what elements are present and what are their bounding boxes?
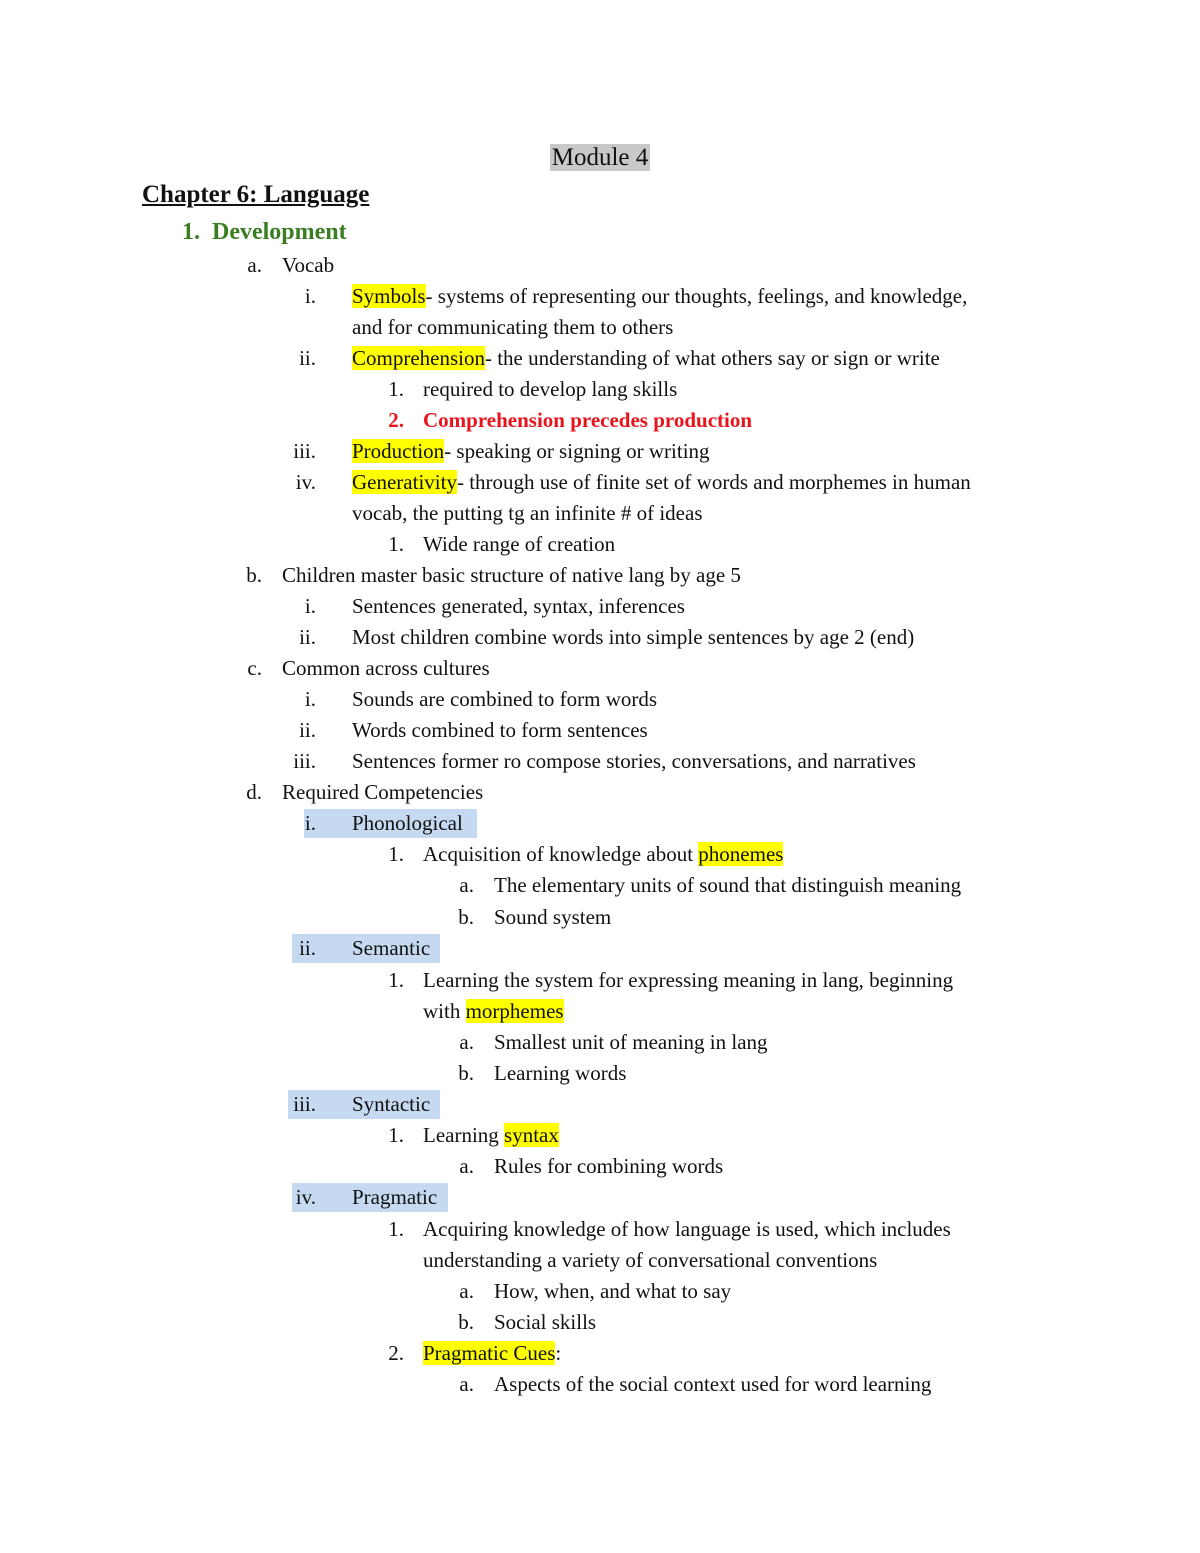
list-item: The elementary units of sound that distinguish meaning	[494, 873, 962, 897]
definition-text: - systems of representing our thoughts, feelings, and knowledge,	[425, 284, 968, 308]
list-marker: 1.	[388, 842, 404, 866]
list-marker: b.	[458, 905, 474, 929]
list-item: Sounds are combined to form words	[352, 687, 658, 711]
list-marker: iii.	[293, 749, 316, 773]
competency-heading: Semantic	[352, 936, 431, 960]
list-marker: i.	[304, 687, 316, 711]
list-item	[352, 436, 710, 467]
list-marker: 1.	[388, 532, 404, 556]
list-marker: iii.	[293, 1092, 316, 1116]
list-item-continuation	[423, 996, 564, 1027]
section-marker: 1.	[182, 219, 200, 245]
list-item: Learning the system for expressing meaning in lang, beginning	[423, 968, 954, 992]
definition-text: - the understanding of what others say or sign or write	[484, 346, 940, 370]
list-item: Social skills	[494, 1310, 597, 1334]
list-item: Children master basic structure of native lang by age 5	[282, 563, 741, 587]
list-marker: b.	[458, 1061, 474, 1085]
section-heading: Development	[212, 219, 347, 245]
item-text: :	[555, 1341, 562, 1365]
highlighted-term: syntax	[504, 1123, 559, 1147]
list-marker: b.	[246, 563, 262, 587]
list-item	[423, 1338, 561, 1369]
list-marker: 2.	[388, 408, 404, 432]
list-item: required to develop lang skills	[423, 377, 678, 401]
list-marker: 1.	[388, 1123, 404, 1147]
list-marker: a.	[459, 873, 474, 897]
list-marker: i.	[304, 811, 316, 835]
list-item-continuation: understanding a variety of conversational conventions	[423, 1248, 878, 1272]
list-item: Wide range of creation	[423, 532, 616, 556]
item-text: Learning	[423, 1123, 505, 1147]
definition-text: - speaking or signing or writing	[444, 439, 710, 463]
list-item: Words combined to form sentences	[352, 718, 648, 742]
list-item: Sound system	[494, 905, 612, 929]
list-marker: b.	[458, 1310, 474, 1334]
page-title	[0, 141, 1200, 175]
list-item	[352, 467, 971, 498]
highlighted-term: Pragmatic Cues	[423, 1341, 556, 1365]
list-marker: ii.	[299, 625, 316, 649]
list-item: Acquiring knowledge of how language is used, which includes	[423, 1217, 951, 1241]
list-marker: d.	[246, 780, 262, 804]
list-marker: ii.	[299, 346, 316, 370]
list-item: Learning words	[494, 1061, 627, 1085]
highlighted-term: Generativity	[352, 470, 457, 494]
list-marker: iii.	[293, 439, 316, 463]
list-item: Smallest unit of meaning in lang	[494, 1030, 768, 1054]
list-item-continuation: vocab, the putting tg an infinite # of ideas	[352, 501, 703, 525]
list-marker: a.	[459, 1030, 474, 1054]
list-item: Common across cultures	[282, 656, 490, 680]
list-marker: 1.	[388, 377, 404, 401]
list-marker: i.	[304, 594, 316, 618]
list-marker: 2.	[388, 1341, 404, 1365]
list-marker: ii.	[299, 718, 316, 742]
list-item	[352, 281, 967, 312]
list-item: Rules for combining words	[494, 1154, 724, 1178]
list-item	[352, 343, 940, 374]
list-item: Most children combine words into simple sentences by age 2 (end)	[352, 625, 915, 649]
competency-heading: Syntactic	[352, 1092, 431, 1116]
list-item: Sentences former ro compose stories, conversations, and narratives	[352, 749, 916, 773]
list-item	[423, 1120, 559, 1151]
item-text: with	[423, 999, 466, 1023]
item-text: Acquisition of knowledge about	[423, 842, 699, 866]
list-marker: iv.	[295, 470, 316, 494]
list-item: Sentences generated, syntax, inferences	[352, 594, 685, 618]
list-marker: i.	[304, 284, 316, 308]
module-title-text: Module 4	[551, 144, 649, 171]
list-marker: iv.	[295, 1185, 316, 1209]
competency-heading: Phonological	[352, 811, 463, 835]
highlighted-term: phonemes	[698, 842, 784, 866]
highlighted-term: Symbols	[352, 284, 426, 308]
list-marker: 1.	[388, 968, 404, 992]
list-marker: a.	[459, 1154, 474, 1178]
list-marker: c.	[247, 656, 262, 680]
list-item: Vocab	[282, 253, 335, 277]
list-item: How, when, and what to say	[494, 1279, 732, 1303]
highlighted-term: morphemes	[465, 999, 564, 1023]
definition-text: - through use of finite set of words and morphemes in human	[456, 470, 971, 494]
list-item-continuation: and for communicating them to others	[352, 315, 674, 339]
highlighted-term: Production	[352, 439, 445, 463]
list-item: Aspects of the social context used for word learning	[494, 1372, 932, 1396]
competency-heading: Pragmatic	[352, 1185, 438, 1209]
list-marker: a.	[459, 1372, 474, 1396]
highlighted-term: Comprehension	[352, 346, 485, 370]
list-marker: ii.	[299, 936, 316, 960]
list-item	[423, 839, 783, 870]
list-item: Required Competencies	[282, 780, 484, 804]
emphasis-item: Comprehension precedes production	[423, 408, 753, 432]
chapter-heading: Chapter 6: Language	[142, 181, 370, 208]
list-marker: 1.	[388, 1217, 404, 1241]
list-marker: a.	[247, 253, 262, 277]
list-marker: a.	[459, 1279, 474, 1303]
